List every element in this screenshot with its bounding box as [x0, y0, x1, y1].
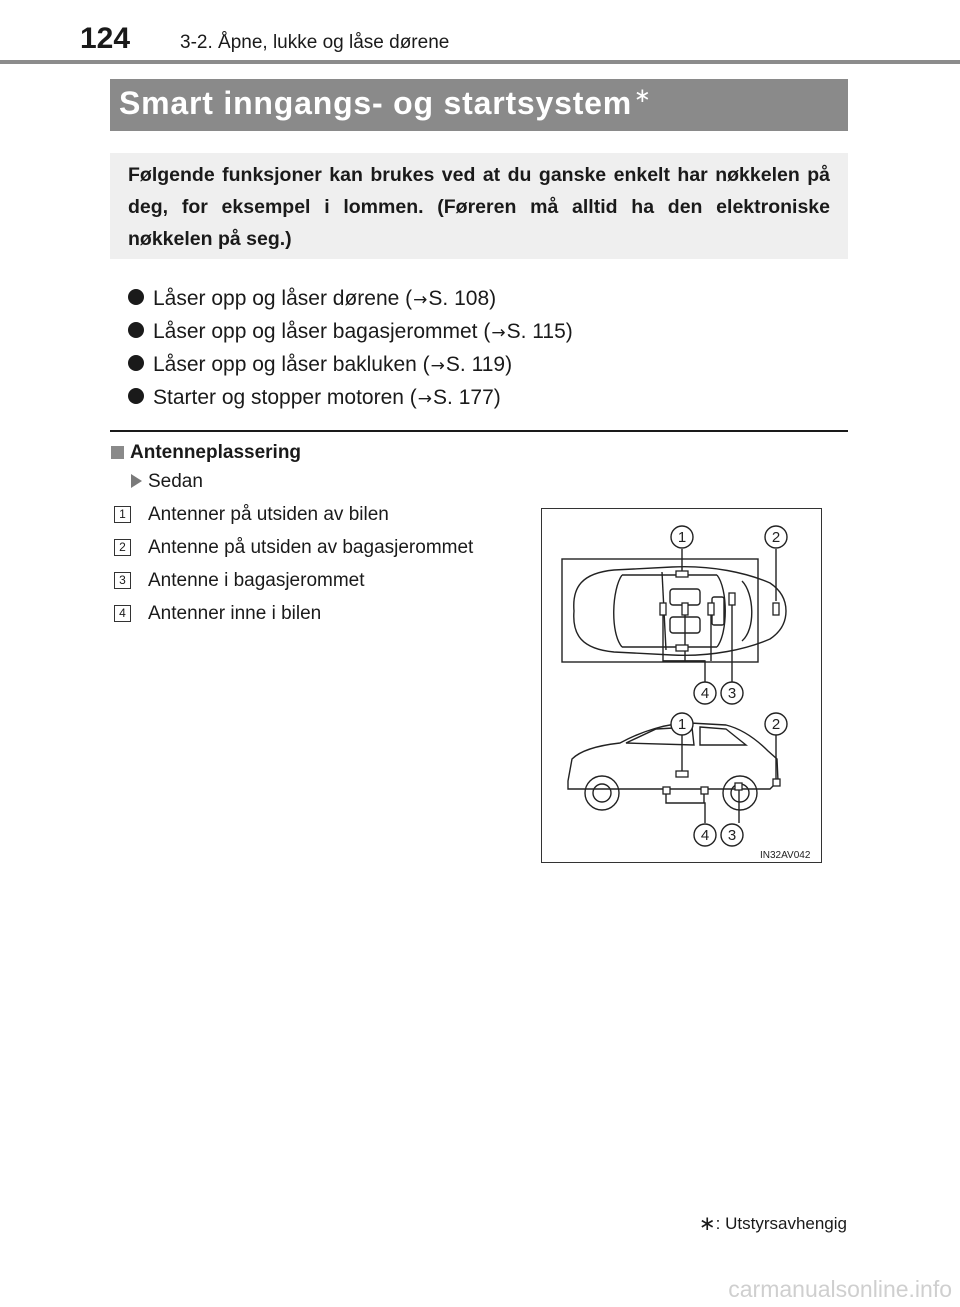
header-divider	[0, 60, 960, 64]
antenna-location-figure	[541, 508, 822, 863]
intro-box	[110, 153, 848, 259]
bullet-dot-icon	[128, 289, 144, 305]
legend-number: 4	[114, 605, 131, 622]
antenna-marker	[729, 593, 735, 605]
antenna-marker	[676, 771, 688, 777]
antenna-marker	[676, 571, 688, 577]
subsection-heading: Antenneplassering	[111, 442, 301, 464]
triangle-bullet-icon	[131, 474, 142, 488]
asterisk-icon: ∗	[698, 1213, 716, 1235]
antenna-marker	[676, 645, 688, 651]
optional-equipment-star-icon: ∗	[634, 85, 652, 107]
callout-label: 1	[677, 716, 687, 733]
antenna-marker	[701, 787, 708, 794]
legend-item: 2 Antenne på utsiden av bagasjerommet	[114, 535, 473, 568]
legend-item: 1 Antenner på utsiden av bilen	[114, 502, 473, 535]
feature-item: Starter og stopper motoren (→S. 177)	[128, 381, 573, 414]
legend-number: 3	[114, 572, 131, 589]
car-diagram	[542, 509, 823, 864]
antenna-marker	[660, 603, 666, 615]
callout-label: 3	[727, 827, 737, 844]
footnote: ∗: Utstyrsavhengig	[698, 1213, 847, 1235]
callout-label: 2	[771, 529, 781, 546]
antenna-marker	[735, 783, 742, 790]
legend-item: 3 Antenne i bagasjerommet	[114, 568, 473, 601]
callout-label: 4	[700, 685, 710, 702]
callout-label: 4	[700, 827, 710, 844]
square-bullet-icon	[111, 446, 124, 459]
car-side-body	[568, 723, 778, 789]
figure-code: IN32AV042	[760, 850, 811, 861]
car-top-body	[574, 567, 786, 656]
variant-heading: Sedan	[131, 471, 203, 493]
antenna-legend	[114, 502, 473, 634]
bullet-dot-icon	[128, 322, 144, 338]
antenna-marker	[773, 779, 780, 786]
feature-item: Låser opp og låser bagasjerommet (→S. 115)	[128, 315, 573, 348]
legend-number: 1	[114, 506, 131, 523]
page-ref-link[interactable]: S. 115)	[506, 320, 573, 343]
feature-item: Låser opp og låser bakluken (→S. 119)	[128, 348, 573, 381]
legend-number: 2	[114, 539, 131, 556]
antenna-marker	[708, 603, 714, 615]
page-ref-link[interactable]: S. 119)	[445, 353, 513, 376]
bullet-dot-icon	[128, 355, 144, 371]
arrow-icon: →	[413, 290, 428, 310]
intro-text: Følgende funksjoner kan brukes ved at du ganske enkelt har nøkkelen på deg, for eksempel i lommen. (Føreren må alltid ha den elektroniske nøkkelen på seg.)	[128, 164, 830, 250]
page-ref-link[interactable]: S. 177)	[433, 386, 501, 409]
arrow-icon: →	[430, 356, 445, 376]
section-title: 3-2. Åpne, lukke og låse dørene	[180, 32, 450, 53]
page-title-bar	[110, 79, 848, 131]
callout-label: 3	[727, 685, 737, 702]
antenna-marker	[663, 787, 670, 794]
feature-list	[128, 282, 573, 414]
feature-item: Låser opp og låser dørene (→S. 108)	[128, 282, 573, 315]
callout-label: 2	[771, 716, 781, 733]
arrow-icon: →	[491, 323, 506, 343]
bullet-dot-icon	[128, 388, 144, 404]
arrow-icon: →	[417, 389, 433, 409]
page-number: 124	[80, 22, 131, 55]
section-divider	[110, 430, 848, 432]
antenna-marker	[773, 603, 779, 615]
legend-item: 4 Antenner inne i bilen	[114, 601, 473, 634]
page-ref-link[interactable]: S. 108)	[428, 287, 497, 310]
antenna-marker	[682, 603, 688, 615]
callout-label: 1	[677, 529, 687, 546]
watermark: carmanualsonline.info	[728, 1276, 952, 1302]
page-title: Smart inngangs- og startsystem ∗	[119, 85, 652, 121]
